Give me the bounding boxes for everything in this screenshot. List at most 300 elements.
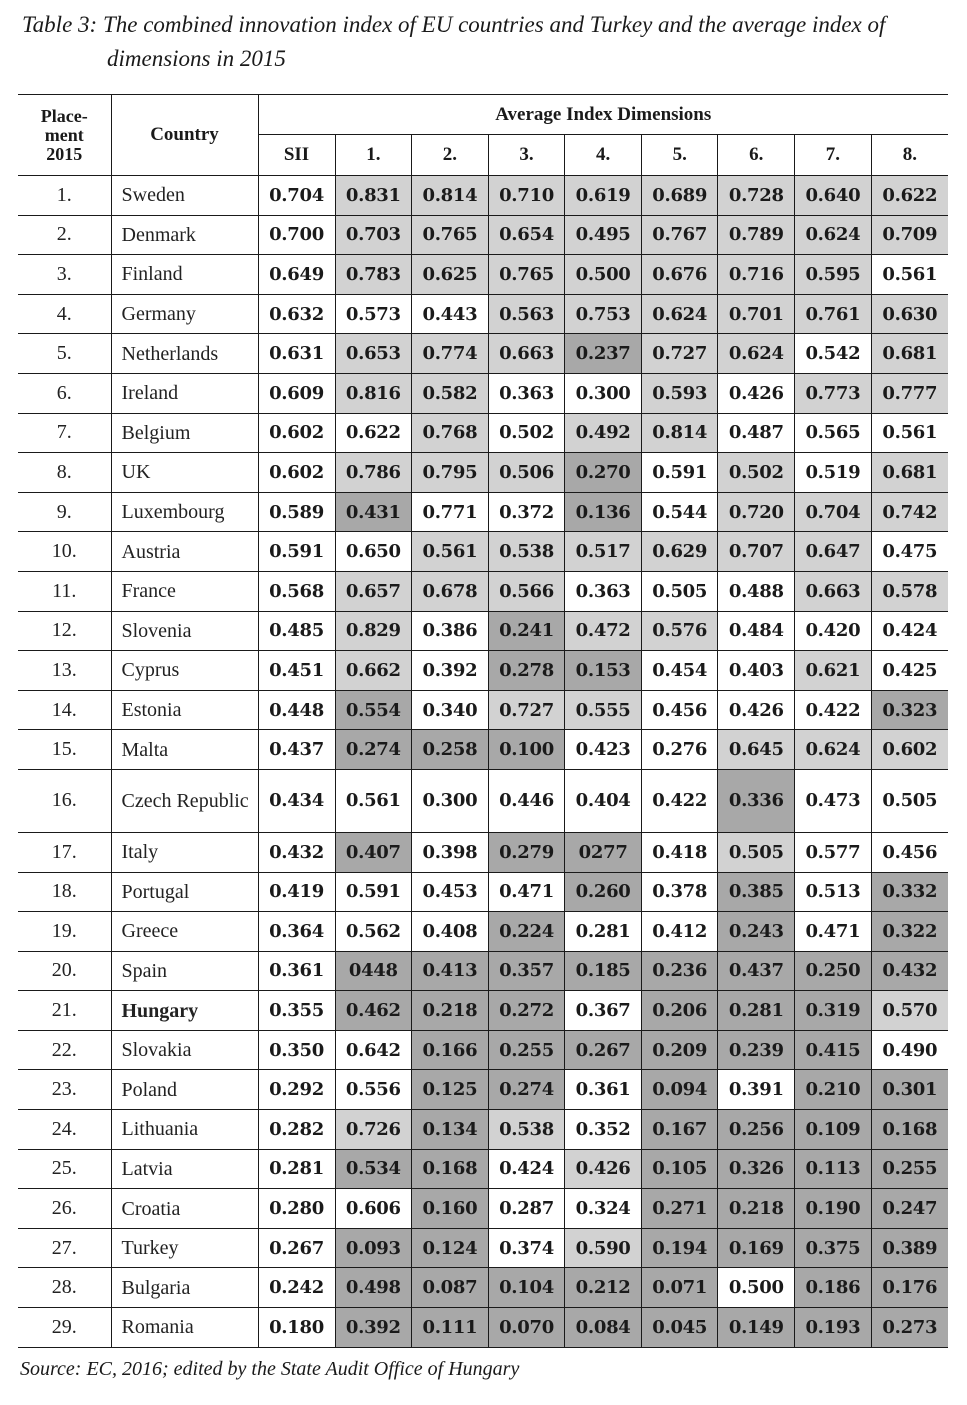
dimension-2-cell: 0.774	[412, 334, 489, 374]
dimension-1-cell: 0.642	[335, 1030, 412, 1070]
table-row	[18, 492, 948, 532]
dimension-4-cell: 0.404	[565, 769, 642, 832]
sii-cell: 0.568	[258, 571, 335, 611]
dimension-6-cell: 0.437	[718, 951, 795, 991]
country-cell: Slovenia	[111, 611, 258, 651]
dimension-7-cell: 0.186	[795, 1268, 872, 1308]
dimension-7-cell: 0.210	[795, 1070, 872, 1110]
dimension-1-cell: 0.556	[335, 1070, 412, 1110]
dimension-3-cell: 0.502	[488, 413, 565, 453]
dimension-3-cell: 0.278	[488, 651, 565, 691]
placement-cell: 14.	[18, 690, 111, 730]
dimension-5-cell: 0.727	[641, 334, 718, 374]
dimension-1-cell: 0.622	[335, 413, 412, 453]
country-cell: Luxembourg	[111, 492, 258, 532]
caption-line-1: Table 3: The combined innovation index of EU countries and Turkey and the average index of	[22, 12, 886, 37]
dimension-1-cell: 0.431	[335, 492, 412, 532]
placement-cell: 18.	[18, 872, 111, 912]
sii-cell: 0.434	[258, 769, 335, 832]
dimension-4-cell: 0.423	[565, 730, 642, 770]
sii-cell: 0.632	[258, 294, 335, 334]
dimension-2-cell: 0.678	[412, 571, 489, 611]
dimension-4-cell: 0.270	[565, 453, 642, 493]
dimension-3-cell: 0.538	[488, 1110, 565, 1150]
sii-cell: 0.437	[258, 730, 335, 770]
dimension-2-cell: 0.582	[412, 373, 489, 413]
dimension-2-cell: 0.168	[412, 1149, 489, 1189]
table-row	[18, 1268, 948, 1308]
dimension-5-cell: 0.071	[641, 1268, 718, 1308]
dimension-8-cell: 0.681	[871, 334, 948, 374]
dimension-5-cell: 0.167	[641, 1110, 718, 1150]
dimension-1-cell: 0.703	[335, 215, 412, 255]
dimension-5-cell: 0.378	[641, 872, 718, 912]
table-row	[18, 872, 948, 912]
dimension-5-cell: 0.454	[641, 651, 718, 691]
sii-cell: 0.602	[258, 413, 335, 453]
dimension-8-cell: 0.168	[871, 1110, 948, 1150]
dimension-2-cell: 0.160	[412, 1189, 489, 1229]
dimension-4-cell: 0.495	[565, 215, 642, 255]
placement-cell: 11.	[18, 571, 111, 611]
sii-cell: 0.242	[258, 1268, 335, 1308]
dimension-5-cell: 0.236	[641, 951, 718, 991]
dimension-6-cell: 0.720	[718, 492, 795, 532]
dimension-2-cell: 0.443	[412, 294, 489, 334]
dimension-2-cell: 0.386	[412, 611, 489, 651]
sii-cell: 0.649	[258, 255, 335, 295]
sii-cell: 0.609	[258, 373, 335, 413]
table-row	[18, 413, 948, 453]
dimension-2-cell: 0.392	[412, 651, 489, 691]
dimension-4-cell: 0.426	[565, 1149, 642, 1189]
innovation-index-table	[18, 94, 948, 1348]
country-cell: Lithuania	[111, 1110, 258, 1150]
placement-cell: 13.	[18, 651, 111, 691]
country-cell: Croatia	[111, 1189, 258, 1229]
country-cell: Italy	[111, 832, 258, 872]
country-cell: Spain	[111, 951, 258, 991]
dimension-6-cell: 0.505	[718, 832, 795, 872]
table-body	[18, 176, 948, 1348]
table-row	[18, 1110, 948, 1150]
table-row	[18, 1030, 948, 1070]
header-dimension-8: 8.	[871, 135, 948, 176]
dimension-6-cell: 0.385	[718, 872, 795, 912]
dimension-5-cell: 0.689	[641, 176, 718, 216]
country-cell: Greece	[111, 912, 258, 952]
dimension-3-cell: 0.663	[488, 334, 565, 374]
dimension-6-cell: 0.239	[718, 1030, 795, 1070]
dimension-1-cell: 0.407	[335, 832, 412, 872]
country-cell: Latvia	[111, 1149, 258, 1189]
header-placement-line: 2015	[46, 143, 83, 164]
dimension-5-cell: 0.767	[641, 215, 718, 255]
dimension-5-cell: 0.045	[641, 1308, 718, 1348]
dimension-3-cell: 0.765	[488, 255, 565, 295]
table-row	[18, 1189, 948, 1229]
sii-cell: 0.448	[258, 690, 335, 730]
table-row	[18, 334, 948, 374]
dimension-7-cell: 0.577	[795, 832, 872, 872]
sii-cell: 0.282	[258, 1110, 335, 1150]
dimension-6-cell: 0.149	[718, 1308, 795, 1348]
table-row	[18, 1070, 948, 1110]
dimension-4-cell: 0.212	[565, 1268, 642, 1308]
dimension-6-cell: 0.326	[718, 1149, 795, 1189]
dimension-5-cell: 0.209	[641, 1030, 718, 1070]
country-cell: Czech Republic	[111, 769, 258, 832]
country-cell: Germany	[111, 294, 258, 334]
dimension-1-cell: 0.392	[335, 1308, 412, 1348]
table-row	[18, 832, 948, 872]
sii-cell: 0.432	[258, 832, 335, 872]
dimension-1-cell: 0.274	[335, 730, 412, 770]
dimension-4-cell: 0.367	[565, 991, 642, 1031]
country-cell: Netherlands	[111, 334, 258, 374]
dimension-6-cell: 0.218	[718, 1189, 795, 1229]
dimension-5-cell: 0.276	[641, 730, 718, 770]
dimension-2-cell: 0.398	[412, 832, 489, 872]
placement-cell: 24.	[18, 1110, 111, 1150]
sii-cell: 0.292	[258, 1070, 335, 1110]
sii-cell: 0.364	[258, 912, 335, 952]
dimension-8-cell: 0.709	[871, 215, 948, 255]
dimension-4-cell: 0.361	[565, 1070, 642, 1110]
dimension-3-cell: 0.363	[488, 373, 565, 413]
dimension-3-cell: 0.727	[488, 690, 565, 730]
placement-cell: 28.	[18, 1268, 111, 1308]
dimension-2-cell: 0.258	[412, 730, 489, 770]
placement-cell: 4.	[18, 294, 111, 334]
dimension-1-cell: 0.662	[335, 651, 412, 691]
dimension-2-cell: 0.771	[412, 492, 489, 532]
dimension-8-cell: 0.561	[871, 413, 948, 453]
table-row	[18, 611, 948, 651]
country-cell: Turkey	[111, 1228, 258, 1268]
dimension-1-cell: 0.650	[335, 532, 412, 572]
dimension-8-cell: 0.475	[871, 532, 948, 572]
placement-cell: 1.	[18, 176, 111, 216]
dimension-7-cell: 0.704	[795, 492, 872, 532]
dimension-4-cell: 0.153	[565, 651, 642, 691]
dimension-2-cell: 0.111	[412, 1308, 489, 1348]
placement-cell: 10.	[18, 532, 111, 572]
dimension-3-cell: 0.070	[488, 1308, 565, 1348]
dimension-6-cell: 0.502	[718, 453, 795, 493]
country-cell: UK	[111, 453, 258, 493]
dimension-1-cell: 0448	[335, 951, 412, 991]
placement-cell: 23.	[18, 1070, 111, 1110]
header-dimension-5: 5.	[641, 135, 718, 176]
placement-cell: 20.	[18, 951, 111, 991]
dimension-3-cell: 0.255	[488, 1030, 565, 1070]
table-row	[18, 730, 948, 770]
dimension-2-cell: 0.625	[412, 255, 489, 295]
dimension-7-cell: 0.193	[795, 1308, 872, 1348]
table-row	[18, 255, 948, 295]
table-row	[18, 951, 948, 991]
sii-cell: 0.485	[258, 611, 335, 651]
dimension-7-cell: 0.473	[795, 769, 872, 832]
dimension-4-cell: 0.500	[565, 255, 642, 295]
header-sii: SII	[258, 135, 335, 176]
dimension-7-cell: 0.624	[795, 730, 872, 770]
country-cell: Austria	[111, 532, 258, 572]
dimension-8-cell: 0.570	[871, 991, 948, 1031]
sii-cell: 0.355	[258, 991, 335, 1031]
header-dimension-4: 4.	[565, 135, 642, 176]
table-row	[18, 991, 948, 1031]
dimension-3-cell: 0.566	[488, 571, 565, 611]
dimension-5-cell: 0.676	[641, 255, 718, 295]
dimension-4-cell: 0.352	[565, 1110, 642, 1150]
dimension-7-cell: 0.422	[795, 690, 872, 730]
dimension-8-cell: 0.255	[871, 1149, 948, 1189]
dimension-1-cell: 0.831	[335, 176, 412, 216]
dimension-7-cell: 0.542	[795, 334, 872, 374]
dimension-1-cell: 0.093	[335, 1228, 412, 1268]
header-dimension-7: 7.	[795, 135, 872, 176]
dimension-6-cell: 0.243	[718, 912, 795, 952]
placement-cell: 2.	[18, 215, 111, 255]
dimension-8-cell: 0.247	[871, 1189, 948, 1229]
dimension-5-cell: 0.505	[641, 571, 718, 611]
country-cell: Slovakia	[111, 1030, 258, 1070]
dimension-7-cell: 0.621	[795, 651, 872, 691]
placement-cell: 12.	[18, 611, 111, 651]
dimension-7-cell: 0.595	[795, 255, 872, 295]
dimension-7-cell: 0.761	[795, 294, 872, 334]
dimension-2-cell: 0.134	[412, 1110, 489, 1150]
sii-cell: 0.280	[258, 1189, 335, 1229]
dimension-8-cell: 0.389	[871, 1228, 948, 1268]
dimension-4-cell: 0.185	[565, 951, 642, 991]
dimension-5-cell: 0.271	[641, 1189, 718, 1229]
dimension-8-cell: 0.505	[871, 769, 948, 832]
dimension-8-cell: 0.456	[871, 832, 948, 872]
dimension-8-cell: 0.273	[871, 1308, 948, 1348]
dimension-3-cell: 0.272	[488, 991, 565, 1031]
dimension-3-cell: 0.538	[488, 532, 565, 572]
header-dimension-6: 6.	[718, 135, 795, 176]
table-row	[18, 176, 948, 216]
placement-cell: 17.	[18, 832, 111, 872]
dimension-1-cell: 0.591	[335, 872, 412, 912]
dimension-7-cell: 0.319	[795, 991, 872, 1031]
table-row	[18, 215, 948, 255]
dimension-8-cell: 0.777	[871, 373, 948, 413]
dimension-5-cell: 0.094	[641, 1070, 718, 1110]
dimension-7-cell: 0.647	[795, 532, 872, 572]
dimension-6-cell: 0.336	[718, 769, 795, 832]
sii-cell: 0.589	[258, 492, 335, 532]
dimension-4-cell: 0.260	[565, 872, 642, 912]
header-average-index-dimensions: Average Index Dimensions	[258, 95, 948, 135]
dimension-3-cell: 0.372	[488, 492, 565, 532]
placement-cell: 29.	[18, 1308, 111, 1348]
dimension-1-cell: 0.726	[335, 1110, 412, 1150]
dimension-6-cell: 0.716	[718, 255, 795, 295]
table-row	[18, 912, 948, 952]
dimension-3-cell: 0.424	[488, 1149, 565, 1189]
country-cell: France	[111, 571, 258, 611]
dimension-6-cell: 0.256	[718, 1110, 795, 1150]
country-cell: Cyprus	[111, 651, 258, 691]
dimension-1-cell: 0.653	[335, 334, 412, 374]
sii-cell: 0.591	[258, 532, 335, 572]
dimension-4-cell: 0.753	[565, 294, 642, 334]
dimension-4-cell: 0.237	[565, 334, 642, 374]
dimension-8-cell: 0.622	[871, 176, 948, 216]
country-cell: Poland	[111, 1070, 258, 1110]
dimension-8-cell: 0.742	[871, 492, 948, 532]
placement-cell: 16.	[18, 769, 111, 832]
dimension-4-cell: 0.619	[565, 176, 642, 216]
dimension-3-cell: 0.357	[488, 951, 565, 991]
country-cell: Bulgaria	[111, 1268, 258, 1308]
dimension-7-cell: 0.663	[795, 571, 872, 611]
dimension-8-cell: 0.322	[871, 912, 948, 952]
dimension-2-cell: 0.561	[412, 532, 489, 572]
dimension-7-cell: 0.471	[795, 912, 872, 952]
country-cell: Denmark	[111, 215, 258, 255]
dimension-3-cell: 0.241	[488, 611, 565, 651]
placement-cell: 26.	[18, 1189, 111, 1229]
dimension-2-cell: 0.765	[412, 215, 489, 255]
dimension-6-cell: 0.484	[718, 611, 795, 651]
dimension-3-cell: 0.471	[488, 872, 565, 912]
country-cell: Malta	[111, 730, 258, 770]
dimension-3-cell: 0.374	[488, 1228, 565, 1268]
dimension-8-cell: 0.425	[871, 651, 948, 691]
dimension-5-cell: 0.593	[641, 373, 718, 413]
dimension-3-cell: 0.274	[488, 1070, 565, 1110]
dimension-8-cell: 0.323	[871, 690, 948, 730]
dimension-7-cell: 0.624	[795, 215, 872, 255]
dimension-7-cell: 0.375	[795, 1228, 872, 1268]
placement-cell: 22.	[18, 1030, 111, 1070]
country-cell: Finland	[111, 255, 258, 295]
dimension-6-cell: 0.169	[718, 1228, 795, 1268]
dimension-1-cell: 0.554	[335, 690, 412, 730]
table-row	[18, 294, 948, 334]
dimension-1-cell: 0.783	[335, 255, 412, 295]
table-row	[18, 532, 948, 572]
sii-cell: 0.361	[258, 951, 335, 991]
header-country: Country	[111, 95, 258, 176]
dimension-6-cell: 0.403	[718, 651, 795, 691]
dimension-8-cell: 0.332	[871, 872, 948, 912]
dimension-1-cell: 0.606	[335, 1189, 412, 1229]
source-note: Source: EC, 2016; edited by the State Audit Office of Hungary	[20, 1358, 520, 1380]
dimension-2-cell: 0.408	[412, 912, 489, 952]
dimension-2-cell: 0.413	[412, 951, 489, 991]
dimension-3-cell: 0.654	[488, 215, 565, 255]
header-dimension-1: 1.	[335, 135, 412, 176]
dimension-3-cell: 0.563	[488, 294, 565, 334]
placement-cell: 9.	[18, 492, 111, 532]
sii-cell: 0.602	[258, 453, 335, 493]
placement-cell: 5.	[18, 334, 111, 374]
dimension-8-cell: 0.490	[871, 1030, 948, 1070]
dimension-2-cell: 0.814	[412, 176, 489, 216]
dimension-7-cell: 0.109	[795, 1110, 872, 1150]
dimension-1-cell: 0.534	[335, 1149, 412, 1189]
dimension-6-cell: 0.500	[718, 1268, 795, 1308]
sii-cell: 0.419	[258, 872, 335, 912]
placement-cell: 8.	[18, 453, 111, 493]
dimension-1-cell: 0.657	[335, 571, 412, 611]
sii-cell: 0.700	[258, 215, 335, 255]
dimension-2-cell: 0.166	[412, 1030, 489, 1070]
dimension-7-cell: 0.113	[795, 1149, 872, 1189]
dimension-4-cell: 0.267	[565, 1030, 642, 1070]
dimension-2-cell: 0.768	[412, 413, 489, 453]
sii-cell: 0.281	[258, 1149, 335, 1189]
dimension-8-cell: 0.578	[871, 571, 948, 611]
dimension-1-cell: 0.561	[335, 769, 412, 832]
table-row	[18, 1228, 948, 1268]
placement-cell: 27.	[18, 1228, 111, 1268]
sii-cell: 0.451	[258, 651, 335, 691]
dimension-8-cell: 0.176	[871, 1268, 948, 1308]
dimension-4-cell: 0.555	[565, 690, 642, 730]
dimension-7-cell: 0.640	[795, 176, 872, 216]
dimension-2-cell: 0.453	[412, 872, 489, 912]
dimension-6-cell: 0.707	[718, 532, 795, 572]
dimension-8-cell: 0.681	[871, 453, 948, 493]
dimension-3-cell: 0.506	[488, 453, 565, 493]
table-row	[18, 651, 948, 691]
dimension-2-cell: 0.087	[412, 1268, 489, 1308]
dimension-8-cell: 0.630	[871, 294, 948, 334]
dimension-6-cell: 0.701	[718, 294, 795, 334]
dimension-3-cell: 0.446	[488, 769, 565, 832]
dimension-5-cell: 0.544	[641, 492, 718, 532]
dimension-8-cell: 0.301	[871, 1070, 948, 1110]
dimension-1-cell: 0.498	[335, 1268, 412, 1308]
dimension-5-cell: 0.624	[641, 294, 718, 334]
dimension-4-cell: 0.472	[565, 611, 642, 651]
table-row	[18, 453, 948, 493]
country-cell: Estonia	[111, 690, 258, 730]
dimension-5-cell: 0.591	[641, 453, 718, 493]
dimension-7-cell: 0.250	[795, 951, 872, 991]
country-cell: Sweden	[111, 176, 258, 216]
dimension-6-cell: 0.281	[718, 991, 795, 1031]
table-row	[18, 690, 948, 730]
sii-cell: 0.704	[258, 176, 335, 216]
dimension-3-cell: 0.287	[488, 1189, 565, 1229]
dimension-4-cell: 0.281	[565, 912, 642, 952]
header-dimension-2: 2.	[412, 135, 489, 176]
dimension-5-cell: 0.206	[641, 991, 718, 1031]
dimension-4-cell: 0.300	[565, 373, 642, 413]
dimension-8-cell: 0.424	[871, 611, 948, 651]
table-row	[18, 571, 948, 611]
table-row	[18, 769, 948, 832]
dimension-6-cell: 0.487	[718, 413, 795, 453]
dimension-8-cell: 0.561	[871, 255, 948, 295]
dimension-6-cell: 0.426	[718, 373, 795, 413]
dimension-7-cell: 0.513	[795, 872, 872, 912]
dimension-7-cell: 0.519	[795, 453, 872, 493]
dimension-5-cell: 0.422	[641, 769, 718, 832]
dimension-6-cell: 0.789	[718, 215, 795, 255]
table-caption	[22, 8, 957, 76]
dimension-3-cell: 0.100	[488, 730, 565, 770]
